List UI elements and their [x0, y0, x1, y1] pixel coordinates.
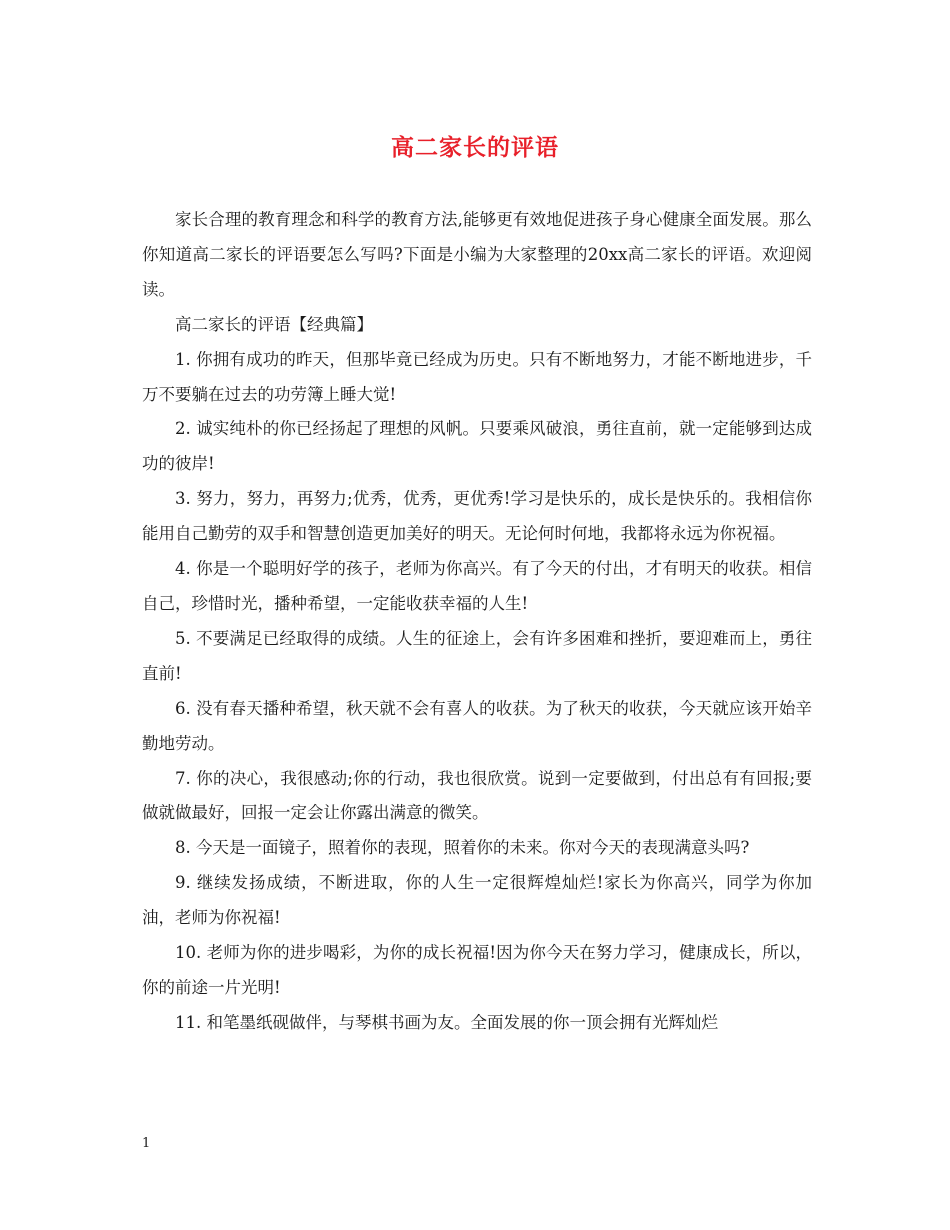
- paragraph-item-7: 7. 你的决心，我很感动;你的行动，我也很欣赏。说到一定要做到，付出总有有回报;要做就做最好，回报一定会让你露出满意的微笑。: [142, 768, 812, 823]
- section-heading: 高二家长的评语【经典篇】: [175, 314, 373, 334]
- paragraph-item-11: 11. 和笔墨纸砚做伴，与琴棋书画为友。全面发展的你一顶会拥有光辉灿烂: [175, 1012, 718, 1032]
- paragraph-item-6: 6. 没有春天播种希望，秋天就不会有喜人的收获。为了秋天的收获，今天就应该开始辛勤地劳动。: [142, 698, 812, 753]
- paragraph-item-1: 1. 你拥有成功的昨天，但那毕竟已经成为历史。只有不断地努力，才能不断地进步，千万不要躺在过去的功劳簿上睡大觉!: [142, 349, 812, 404]
- page-number: 1: [142, 1136, 151, 1151]
- paragraph-item-2: 2. 诚实纯朴的你已经扬起了理想的风帆。只要乘风破浪，勇往直前，就一定能够到达成功的彼岸!: [142, 419, 812, 474]
- paragraph-item-3: 3. 努力，努力，再努力;优秀，优秀，更优秀!学习是快乐的，成长是快乐的。我相信你能用自己勤劳的双手和智慧创造更加美好的明天。无论何时何地，我都将永远为你祝福。: [142, 489, 812, 544]
- document-title: 高二家长的评语: [391, 134, 559, 161]
- paragraph-item-5: 5. 不要满足已经取得的成绩。人生的征途上，会有许多困难和挫折，要迎难而上，勇往直前!: [142, 628, 812, 683]
- paragraph-item-9: 9. 继续发扬成绩，不断进取，你的人生一定很辉煌灿烂!家长为你高兴，同学为你加油，老师为你祝福!: [142, 873, 812, 928]
- document-body: [142, 203, 812, 1041]
- paragraph-intro: 家长合理的教育理念和科学的教育方法,能够更有效地促进孩子身心健康全面发展。那么你知道高二家长的评语要怎么写吗?下面是小编为大家整理的20xx高二家长的评语。欢迎阅读。: [142, 210, 812, 299]
- paragraph-item-8: 8. 今天是一面镜子，照着你的表现，照着你的未来。你对今天的表现满意头吗?: [175, 838, 750, 858]
- paragraph-item-4: 4. 你是一个聪明好学的孩子，老师为你高兴。有了今天的付出，才有明天的收获。相信自己，珍惜时光，播种希望，一定能收获幸福的人生!: [142, 559, 812, 613]
- paragraph-item-10: 10. 老师为你的进步喝彩，为你的成长祝福!因为你今天在努力学习，健康成长，所以，你的前途一片光明!: [142, 943, 812, 997]
